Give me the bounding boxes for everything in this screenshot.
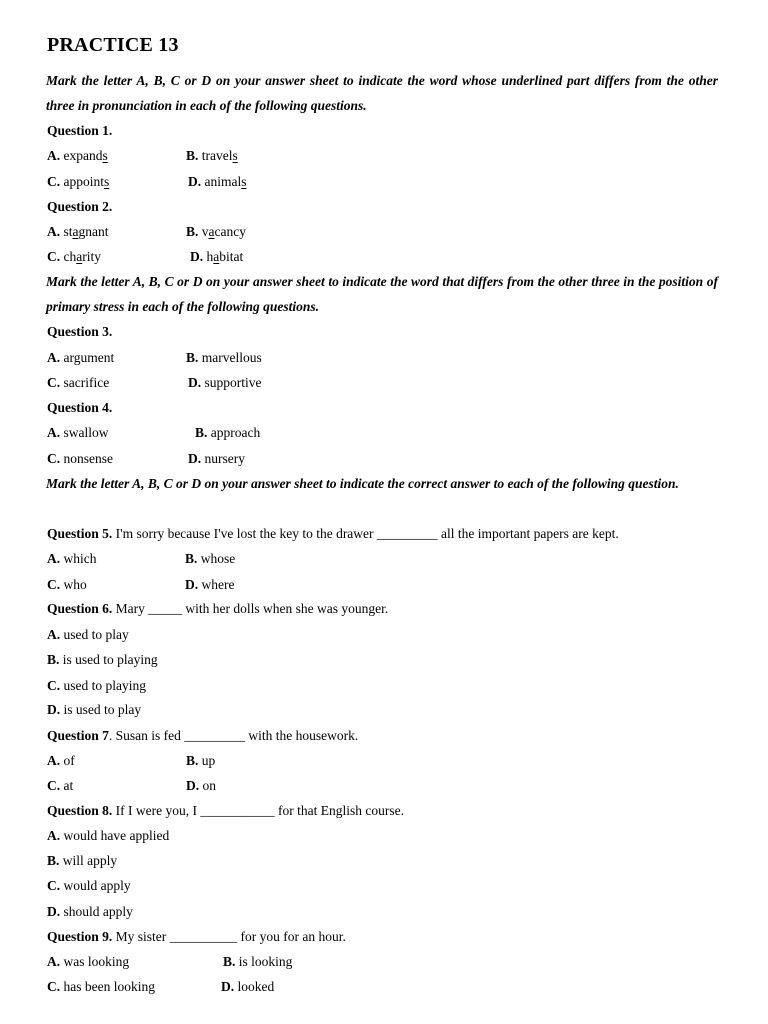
- question-1-label: Question 1.: [47, 123, 113, 138]
- q1-option-d[interactable]: D. animals: [188, 174, 247, 189]
- question-9-label: Question 9.: [47, 929, 113, 944]
- question-6-label: Question 6.: [47, 601, 113, 616]
- q3-option-c[interactable]: C. sacrifice: [47, 375, 110, 390]
- q7-option-d[interactable]: D. on: [186, 778, 216, 793]
- q9-option-a[interactable]: A. was looking: [47, 954, 130, 969]
- q5-option-b[interactable]: B. whose: [185, 551, 236, 566]
- question-6: [47, 601, 388, 617]
- question-7: [47, 728, 358, 744]
- q8-option-a[interactable]: A. would have applied: [47, 828, 170, 843]
- question-4-label: Question 4.: [47, 400, 113, 415]
- q2-option-b[interactable]: B. vacancy: [186, 224, 246, 239]
- question-6-stem: Mary _____ with her dolls when she was younger.: [112, 601, 389, 616]
- question-8-stem: If I were you, I ___________ for that English course.: [112, 803, 404, 818]
- page-title: PRACTICE 13: [47, 34, 179, 56]
- q2-option-c[interactable]: C. charity: [47, 249, 101, 264]
- q4-option-b[interactable]: B. approach: [195, 425, 261, 440]
- q3-option-a[interactable]: A. argument: [47, 350, 115, 365]
- q6-option-d[interactable]: D. is used to play: [47, 702, 142, 717]
- question-5-stem: I'm sorry because I've lost the key to the drawer _________ all the important papers are kept.: [112, 526, 619, 541]
- q9-option-c[interactable]: C. has been looking: [47, 979, 155, 994]
- q6-option-b[interactable]: B. is used to playing: [47, 652, 158, 667]
- question-7-stem: . Susan is fed _________ with the housework.: [108, 728, 359, 743]
- q8-option-c[interactable]: C. would apply: [47, 878, 131, 893]
- instruction-stress: Mark the letter A, B, C or D on your answer sheet to indicate the word that differs from the other three in the position of primary stress in each of the following questions.: [46, 274, 718, 314]
- q1-option-a[interactable]: A. expands: [47, 148, 108, 163]
- question-9: [47, 929, 346, 945]
- q1-option-b[interactable]: B. travels: [186, 148, 238, 163]
- q5-option-d[interactable]: D. where: [185, 577, 235, 592]
- question-3-label: Question 3.: [47, 324, 113, 339]
- q8-option-b[interactable]: B. will apply: [47, 853, 118, 868]
- question-9-stem: My sister __________ for you for an hour.: [112, 929, 346, 944]
- q6-option-c[interactable]: C. used to playing: [47, 678, 146, 693]
- instruction-pronunciation: Mark the letter A, B, C or D on your answer sheet to indicate the word whose underlined part differs from the other three in pronunciation in each of the following questions.: [46, 73, 718, 113]
- q5-option-c[interactable]: C. who: [47, 577, 87, 592]
- question-2-label: Question 2.: [47, 199, 113, 214]
- q7-option-c[interactable]: C. at: [47, 778, 74, 793]
- q4-option-d[interactable]: D. nursery: [188, 451, 245, 466]
- q4-option-c[interactable]: C. nonsense: [47, 451, 113, 466]
- q4-option-a[interactable]: A. swallow: [47, 425, 109, 440]
- question-5-label: Question 5.: [47, 526, 113, 541]
- q5-option-a[interactable]: A. which: [47, 551, 97, 566]
- q1-option-c[interactable]: C. appoints: [47, 174, 110, 189]
- q2-option-a[interactable]: A. stagnant: [47, 224, 109, 239]
- q8-option-d[interactable]: D. should apply: [47, 904, 133, 919]
- question-8: [47, 803, 404, 819]
- q6-option-a[interactable]: A. used to play: [47, 627, 129, 642]
- q7-option-a[interactable]: A. of: [47, 753, 75, 768]
- q9-option-d[interactable]: D. looked: [221, 979, 275, 994]
- question-7-label: Question 7: [47, 728, 109, 743]
- instruction-correct-answer: Mark the letter A, B, C or D on your answer sheet to indicate the correct answer to each of the following question.: [46, 476, 679, 491]
- question-8-label: Question 8.: [47, 803, 113, 818]
- question-5: [47, 526, 619, 542]
- q7-option-b[interactable]: B. up: [186, 753, 216, 768]
- q3-option-b[interactable]: B. marvellous: [186, 350, 262, 365]
- q2-option-d[interactable]: D. habitat: [190, 249, 244, 264]
- q9-option-b[interactable]: B. is looking: [223, 954, 293, 969]
- q3-option-d[interactable]: D. supportive: [188, 375, 262, 390]
